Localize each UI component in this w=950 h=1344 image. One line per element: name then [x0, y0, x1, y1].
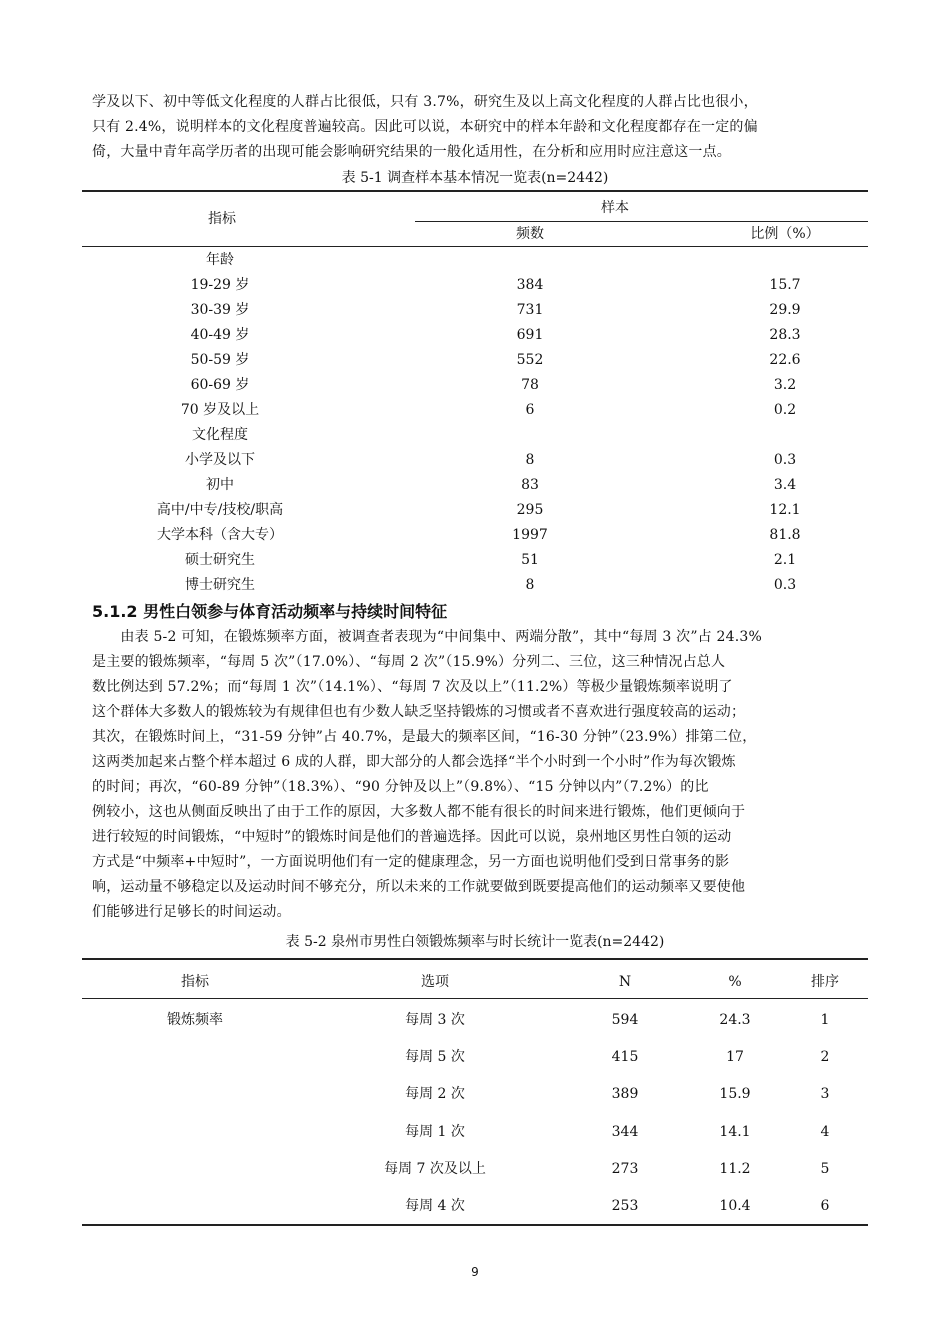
table1-header-indicator: 指标	[208, 211, 236, 227]
table1-cell-label: 70 岁及以上	[180, 402, 260, 418]
table1-cell-pct: 29.9	[769, 302, 801, 318]
table1-cell-label: 50-59 岁	[190, 352, 250, 368]
table2-bottom-rule	[82, 1224, 868, 1226]
table1-cell-pct: 28.3	[769, 327, 801, 343]
intro-line: 学及以下、初中等低文化程度的人群占比很低，只有 3.7%，研究生及以上高文化程度的人群占比也很小，	[92, 94, 758, 110]
table1-cell-pct: 22.6	[769, 352, 801, 368]
table1-cell-freq: 1997	[512, 527, 548, 543]
table1-cell-pct: 15.7	[769, 277, 801, 293]
table2-header-rank: 排序	[811, 974, 839, 990]
table2-top-rule	[82, 958, 868, 960]
table1-header-pct: 比例（%）	[750, 226, 820, 242]
table1-cell-label: 60-69 岁	[190, 377, 250, 393]
table1-cell-freq: 552	[516, 352, 544, 368]
body-line: 其次，在锻炼时间上，“31-59 分钟”占 40.7%，是最大的频率区间，“16-30 分钟”（23.9%）排第二位，	[92, 729, 757, 745]
table2-cell-rank: 5	[820, 1160, 830, 1177]
table1-cell-label: 博士研究生	[185, 577, 255, 593]
table1-cell-label: 19-29 岁	[190, 277, 250, 293]
table2-group-label: 锻炼频率	[167, 1012, 223, 1028]
table1-cell-pct: 0.3	[773, 577, 797, 593]
intro-paragraph	[92, 90, 862, 165]
body-line: 这两类加起来占整个样本超过 6 成的人群，即大部分的人都会选择“半个小时到一个小时”作为每次锻炼	[92, 754, 736, 770]
table1-sample-rule	[415, 221, 868, 222]
table1-cell-label: 年龄	[206, 252, 234, 268]
table2-header-indicator: 指标	[181, 974, 209, 990]
table1-cell-label: 高中/中专/技校/职高	[156, 502, 284, 518]
table1-cell-label: 40-49 岁	[190, 327, 250, 343]
table2-header-pct: %	[728, 974, 742, 990]
table2-header-option: 选项	[421, 974, 449, 990]
table1-header-freq: 频数	[516, 226, 544, 242]
table2-cell-option: 每周 1 次	[405, 1123, 465, 1140]
table2-header-rule	[82, 998, 868, 999]
table1-cell-pct: 3.4	[773, 477, 797, 493]
body-paragraph	[92, 625, 862, 925]
body-line: 进行较短的时间锻炼，“中短时”的锻炼时间是他们的普遍选择。因此可以说，泉州地区男性白领的运动	[92, 829, 732, 845]
table1-cell-pct: 0.3	[773, 452, 797, 468]
table2-cell-pct: 24.3	[719, 1012, 751, 1028]
table1-cell-label: 硕士研究生	[185, 552, 255, 568]
table2-cell-rank: 3	[820, 1086, 830, 1103]
table2-cell-rank: 2	[820, 1049, 830, 1066]
body-line: 由表 5-2 可知，在锻炼频率方面，被调查者表现为“中间集中、两端分散”，其中“每周 3 次”占 24.3%	[92, 629, 763, 645]
table1-cell-pct: 81.8	[769, 527, 801, 543]
table1-cell-freq: 78	[521, 377, 539, 393]
table1-top-rule	[82, 190, 868, 192]
table2-cell-pct: 14.1	[719, 1123, 751, 1140]
table1-cell-pct: 3.2	[773, 377, 797, 393]
table2-cell-pct: 11.2	[719, 1160, 751, 1177]
table2-cell-option: 每周 3 次	[405, 1012, 465, 1028]
table1-header-rule	[82, 246, 868, 247]
section-heading: 5.1.2 男性白领参与体育活动频率与持续时间特征	[92, 602, 448, 621]
table2-cell-n: 389	[611, 1086, 639, 1103]
body-line: 是主要的锻炼频率，“每周 5 次”（17.0%）、“每周 2 次”（15.9%）分列二、三位，这三种情况占总人	[92, 654, 726, 670]
table1-cell-label: 小学及以下	[185, 452, 255, 468]
table2-cell-n: 253	[611, 1198, 639, 1214]
table2-cell-pct: 17	[726, 1049, 744, 1066]
table1-cell-pct: 0.2	[773, 402, 797, 418]
table1-cell-pct: 12.1	[769, 502, 801, 518]
table1-caption: 表 5-1 调查样本基本情况一览表(n=2442)	[341, 170, 609, 186]
intro-line: 只有 2.4%，说明样本的文化程度普遍较高。因此可以说，本研究中的样本年龄和文化程度都存在一定的偏	[92, 119, 758, 135]
table1-cell-freq: 51	[521, 552, 539, 568]
table2-cell-option: 每周 7 次及以上	[384, 1160, 486, 1177]
table1-cell-label: 初中	[206, 477, 234, 493]
table2-cell-pct: 10.4	[719, 1198, 751, 1214]
table1-cell-freq: 295	[516, 502, 544, 518]
table1-cell-label: 大学本科（含大专）	[157, 527, 283, 543]
body-line: 例较小，这也从侧面反映出了由于工作的原因，大多数人都不能有很长的时间来进行锻炼，他们更倾向于	[92, 804, 746, 820]
table1-cell-freq: 8	[525, 577, 535, 593]
table2-cell-rank: 4	[820, 1123, 830, 1140]
table1-cell-freq: 83	[521, 477, 539, 493]
intro-line: 倚，大量中青年高学历者的出现可能会影响研究结果的一般化适用性，在分析和应用时应注意这一点。	[92, 144, 731, 160]
table2-cell-option: 每周 4 次	[405, 1198, 465, 1214]
table1-header-sample: 样本	[601, 200, 629, 216]
table2-cell-n: 273	[611, 1160, 639, 1177]
table1-cell-freq: 731	[516, 302, 544, 318]
table1-cell-freq: 691	[516, 327, 544, 343]
table2-header-n: N	[618, 974, 632, 990]
table1-cell-freq: 8	[525, 452, 535, 468]
table1-cell-label: 文化程度	[192, 427, 248, 443]
table1-cell-pct: 2.1	[773, 552, 797, 568]
table2-cell-option: 每周 5 次	[405, 1049, 465, 1066]
table2-cell-pct: 15.9	[719, 1086, 751, 1103]
table2-cell-rank: 1	[820, 1012, 830, 1028]
body-line: 们能够进行足够长的时间运动。	[92, 904, 291, 920]
body-line: 的时间；再次，“60-89 分钟”（18.3%）、“90 分钟及以上”（9.8%）、“15 分钟以内”（7.2%）的比	[92, 779, 709, 795]
table2-cell-n: 415	[611, 1049, 639, 1066]
table1-cell-freq: 6	[525, 402, 535, 418]
page-number: 9	[471, 1265, 479, 1279]
body-line: 方式是“中频率+中短时”，一方面说明他们有一定的健康理念，另一方面也说明他们受到日常事务的影	[92, 854, 730, 870]
body-line: 响，运动量不够稳定以及运动时间不够充分，所以未来的工作就要做到既要提高他们的运动频率又要使他	[92, 879, 746, 895]
table2-caption: 表 5-2 泉州市男性白领锻炼频率与时长统计一览表(n=2442)	[285, 934, 665, 950]
table2-cell-rank: 6	[820, 1198, 830, 1214]
body-line: 数比例达到 57.2%；而“每周 1 次”（14.1%）、“每周 7 次及以上”（11.2%）等极少量锻炼频率说明了	[92, 679, 733, 695]
table2-cell-n: 344	[611, 1123, 639, 1140]
body-line: 这个群体大多数人的锻炼较为有规律但也有少数人缺乏坚持锻炼的习惯或者不喜欢进行强度较高的运动；	[92, 704, 746, 720]
table2-cell-n: 594	[611, 1012, 639, 1028]
table2-cell-option: 每周 2 次	[405, 1086, 465, 1103]
table1-cell-freq: 384	[516, 277, 544, 293]
table1-cell-label: 30-39 岁	[190, 302, 250, 318]
